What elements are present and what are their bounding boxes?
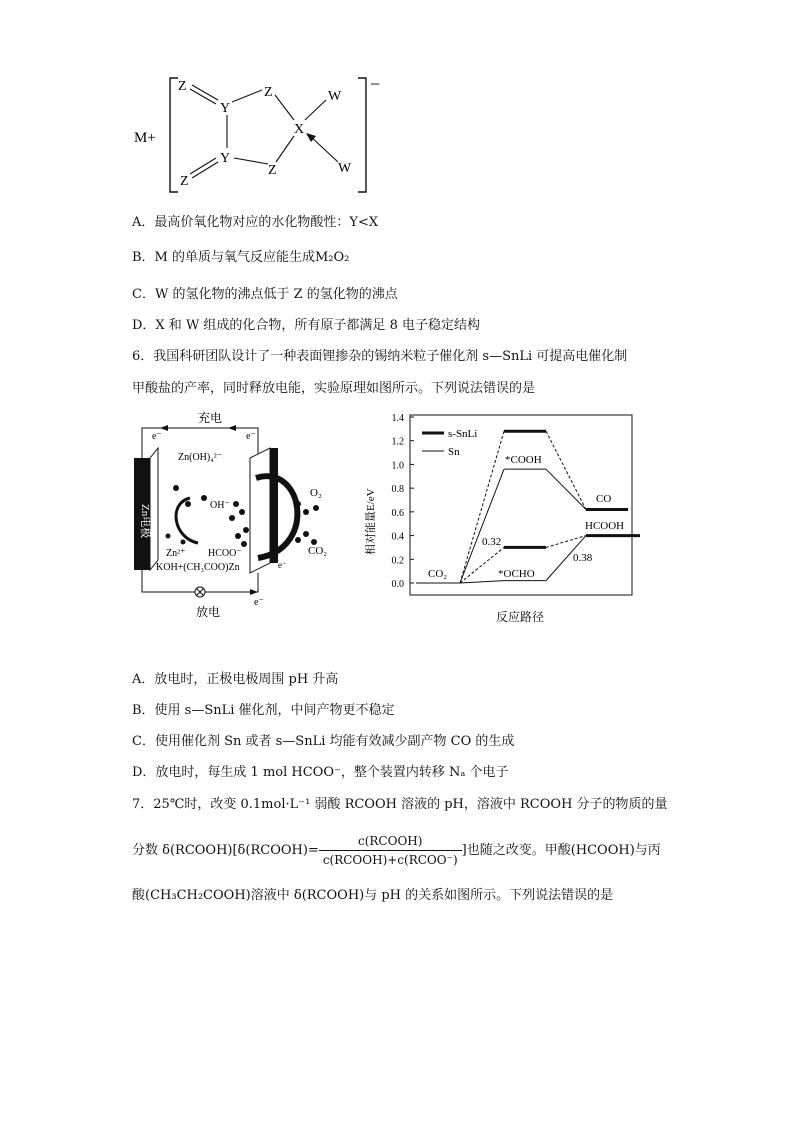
atom-z2: Z — [264, 85, 273, 100]
q7-stem-line1: 7．25℃时，改变 0.1mol·L⁻¹ 弱酸 RCOOH 溶液的 pH，溶液中 RCOOH 分子的物质的量 — [132, 797, 668, 812]
charge-label: 充电 — [198, 411, 223, 425]
oh-label: OH⁻ — [210, 500, 230, 511]
left-bracket — [170, 78, 178, 192]
q5-option-b-formula: M₂O₂ — [315, 250, 350, 265]
q6-stem-line1: 6．我国科研团队设计了一种表面锂掺杂的锡纳米粒子催化剂 s—SnLi 可提高电催化制 — [132, 349, 628, 364]
y-axis-label: 相对能量E/eV — [365, 488, 377, 555]
atom-y1: Y — [220, 101, 231, 116]
q6-stem-line2: 甲酸盐的产率，同时释放电能，实验原理如图所示。下列说法错误的是 — [132, 381, 536, 396]
x-axis-label: 反应路径 — [496, 610, 545, 624]
co2-label: CO₂ — [308, 545, 328, 557]
connector-sn — [460, 581, 504, 583]
cathode — [270, 448, 278, 563]
cell-diagram — [128, 408, 358, 623]
atom-y2: Y — [220, 151, 231, 166]
electrolyte-label: KOH+(CH₃COO)Zn — [156, 562, 240, 573]
energy-chart — [360, 405, 650, 630]
atom-z4: Z — [180, 174, 189, 189]
q7-line2-suffix: ]也随之改变。甲酸(HCOOH)与丙 — [461, 843, 661, 858]
zn-oh4-label: Zn(OH)₄²⁻ — [178, 452, 222, 463]
connector-ssnli — [460, 431, 504, 583]
structure-figure — [130, 70, 400, 200]
connector-sn — [460, 469, 504, 583]
q7-line2-prefix: 分数 δ(RCOOH)[δ(RCOOH)= — [132, 843, 319, 858]
delta-fraction — [319, 832, 462, 869]
legend-sn: Sn — [448, 446, 460, 458]
q6-option-b: B．使用 s—SnLi 催化剂，中间产物更不稳定 — [132, 703, 395, 718]
atom-x: X — [294, 122, 305, 137]
hcoo-label: HCOO⁻ — [208, 548, 242, 559]
q5-option-b — [132, 249, 349, 267]
connector-ssnli — [546, 536, 586, 548]
q5-option-c: C．W 的氢化物的沸点低于 Z 的氢化物的沸点 — [132, 287, 398, 302]
discharge-label: 放电 — [196, 605, 221, 619]
label-ocho: *OCHO — [498, 568, 535, 580]
right-bracket — [358, 78, 366, 192]
top-arrow-2 — [228, 425, 236, 431]
q5-option-b-text: B．M 的单质与氧气反应能生成 — [132, 250, 315, 265]
y-tick-label: 0.8 — [391, 484, 404, 496]
label-032: 0.32 — [482, 536, 502, 548]
bottom-arrow — [250, 589, 258, 595]
q7-stem-line2 — [132, 832, 661, 869]
y-tick-label: 0.6 — [391, 507, 404, 519]
charge-label: − — [370, 74, 381, 94]
fraction-denominator: c(RCOOH)+c(RCOO⁻) — [322, 853, 458, 867]
q5-option-d: D．X 和 W 组成的化合物，所有原子都满足 8 电子稳定结构 — [132, 318, 480, 333]
label-co2: CO₂ — [428, 568, 448, 580]
label-co: CO — [596, 493, 612, 505]
electron-label-3: e⁻ — [254, 597, 264, 608]
label-cooh: *COOH — [505, 454, 542, 466]
atom-z3: Z — [268, 163, 277, 178]
y-tick-label: 0.4 — [391, 531, 404, 543]
atom-z1: Z — [178, 79, 187, 94]
y-tick-label: 1.2 — [391, 436, 404, 448]
cation-label: M+ — [134, 130, 156, 146]
atom-w2: W — [338, 161, 352, 176]
q6-option-c: C．使用催化剂 Sn 或者 s—SnLi 均能有效减少副产物 CO 的生成 — [132, 734, 515, 749]
q6-option-a: A．放电时，正极电极周围 pH 升高 — [132, 672, 339, 687]
electron-label-2: e⁻ — [246, 431, 256, 442]
electron-label-4: e⁻ — [278, 560, 287, 570]
zn2-label: Zn²⁺ — [166, 548, 186, 559]
q5-option-a: A．最高价氧化物对应的水化物酸性：Y<X — [132, 215, 379, 230]
zn-electrode-label: Zn电极 — [139, 504, 151, 539]
y-tick-label: 0.2 — [391, 555, 404, 567]
label-hcooh: HCOOH — [585, 520, 625, 532]
legend-ssnli: s-SnLi — [448, 428, 478, 440]
q7-stem-line3: 酸(CH₃CH₂COOH)溶液中 δ(RCOOH)与 pH 的关系如图所示。下列说法错误的是 — [132, 888, 614, 903]
electron-label-1: e⁻ — [152, 431, 162, 442]
fraction-numerator: c(RCOOH) — [319, 832, 462, 851]
connector-sn — [546, 469, 586, 509]
label-038: 0.38 — [573, 552, 593, 564]
o2-label: O₂ — [310, 487, 322, 499]
connector-ssnli — [546, 431, 586, 509]
y-tick-label: 0.0 — [391, 579, 404, 590]
y-ticks — [392, 413, 415, 590]
y-tick-label: 1.4 — [391, 413, 404, 424]
y-tick-label: 1.0 — [391, 460, 404, 472]
q6-option-d: D．放电时，每生成 1 mol HCOO⁻，整个装置内转移 Nₐ 个电子 — [132, 765, 509, 780]
atom-w1: W — [328, 89, 342, 104]
